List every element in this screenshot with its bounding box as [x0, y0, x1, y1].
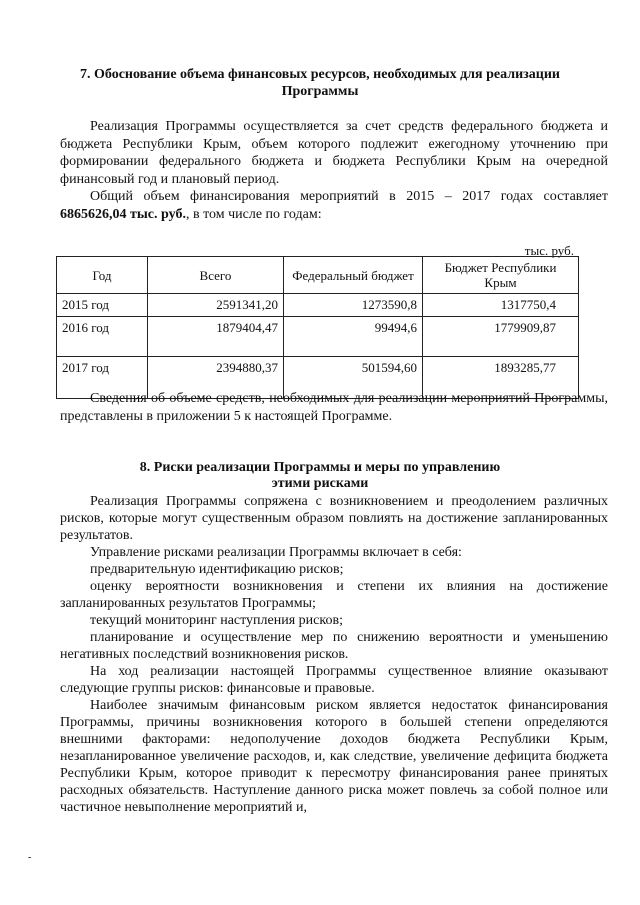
section-7-intro: [60, 118, 608, 223]
total-funding-amount: 6865626,04 тыс. руб.: [60, 206, 186, 222]
cell-regional: 1317750,4: [423, 294, 579, 317]
cell-total: 2394880,37: [148, 357, 284, 399]
table-header-row: [57, 257, 579, 294]
risk-item-2: оценку вероятности возникновения и степени их влияния на достижение запланированных результатов Программы;: [60, 579, 608, 611]
total-funding-tail: , в том числе по годам:: [185, 206, 322, 222]
total-funding-text: Общий объем финансирования мероприятий в 2015 – 2017 годах составляет: [90, 189, 608, 204]
table-row: [57, 294, 579, 317]
table-row: [57, 317, 579, 357]
risk-item-1: предварительную идентификацию рисков;: [90, 562, 344, 577]
header-year: Год: [57, 257, 148, 294]
cell-regional: 1893285,77: [423, 357, 579, 399]
cell-year: 2017 год: [57, 357, 148, 399]
section-8-title-line-1: 8. Риски реализации Программы и меры по управлению: [139, 460, 501, 475]
section-8-paragraph-2: Управление рисками реализации Программы включает в себя:: [90, 545, 462, 560]
section-7-paragraph-3: Сведения об объеме средств, необходимых для реализации мероприятий Программы, представлены в приложении 5 к настоящей Программе.: [60, 391, 608, 424]
section-7-closing: [60, 390, 608, 425]
section-8-paragraph-4: Наиболее значимым финансовым риском является недостаток финансирования Программы, причины возникновения которого в большей степени определяются внешними факторами: недополучение доходов бюджета Республики Крым, незапланированное увеличение расходов, и, как следствие, увеличение дефицита бюджета Республики Крым, которое приводит к пересмотру финансирования ранее принятых расходных обязательств. Наступление данного риска может повлечь за собой полное или частичное невыполнение мероприятий и,: [60, 698, 608, 815]
cell-total: 2591341,20: [148, 294, 284, 317]
footer-mark: -: [28, 852, 32, 863]
section-8-paragraph-3: На ход реализации настоящей Программы существенное влияние оказывают следующие группы рисков: финансовые и правовые.: [60, 664, 608, 696]
section-8-title: [70, 460, 570, 492]
header-regional: Бюджет Республики Крым: [423, 257, 579, 294]
risk-item-3: текущий мониторинг наступления рисков;: [90, 613, 343, 628]
cell-federal: 99494,6: [284, 317, 423, 357]
funding-table: [56, 256, 579, 399]
table-units-label: тыс. руб.: [524, 243, 574, 258]
section-7-paragraph-2: [60, 188, 608, 223]
cell-total: 1879404,47: [148, 317, 284, 357]
cell-federal: 1273590,8: [284, 294, 423, 317]
header-total: Всего: [148, 257, 284, 294]
section-8-title-line-2: этими рисками: [271, 476, 369, 491]
section-8-body: [60, 493, 608, 816]
cell-year: 2015 год: [57, 294, 148, 317]
cell-regional: 1779909,87: [423, 317, 579, 357]
header-federal: Федеральный бюджет: [284, 257, 423, 294]
section-8-paragraph-1: Реализация Программы сопряжена с возникновением и преодолением различных рисков, которые могут существенным образом повлиять на достижение запланированных результатов.: [60, 494, 608, 543]
cell-year: 2016 год: [57, 317, 148, 357]
section-7-paragraph-1: Реализация Программы осуществляется за счет средств федерального бюджета и бюджета Республики Крым, объем которого подлежит ежегодному уточнению при формировании федерального бюджета и бюджета Республики Крым на очередной финансовый год и плановый период.: [60, 119, 608, 187]
section-7-title: 7. Обоснование объема финансовых ресурсов, необходимых для реализации Программы: [80, 67, 560, 99]
cell-federal: 501594,60: [284, 357, 423, 399]
risk-item-4: планирование и осуществление мер по снижению вероятности и уменьшению негативных последствий возникновения рисков.: [60, 630, 608, 662]
